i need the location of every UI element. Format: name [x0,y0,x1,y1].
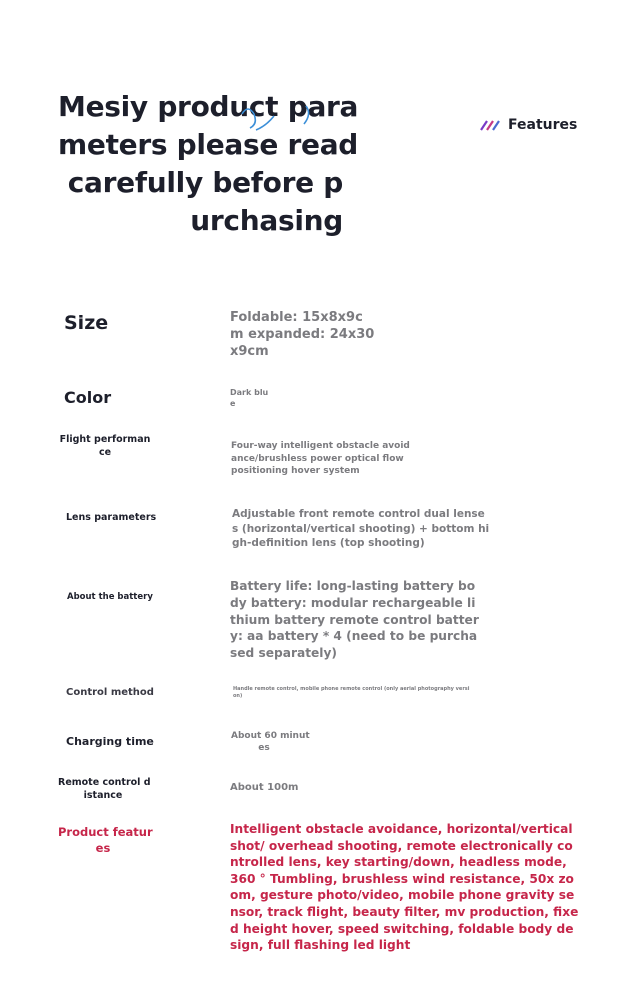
value-line: Battery life: long-lasting battery bo [230,579,476,593]
spec-value-battery [230,578,479,662]
label-line: es [95,840,111,855]
value-line: om, gesture photo/video, mobile phone gravity se [230,888,575,903]
value-line: Dark blu [230,388,269,397]
value-line: About 100m [230,782,299,793]
spec-label-product-features [58,825,153,856]
spec-value-control-method [233,686,469,700]
value-line: positioning hover system [231,466,360,476]
title-line: meters please read [58,128,359,161]
spec-label-lens-parameters: Lens parameters [66,512,157,523]
decorative-scribble [236,100,326,138]
value-line: Intelligent obstacle avoidance, horizontal/vertical [230,822,573,836]
spec-label-battery: About the battery [67,592,153,602]
spec-value-charging-time [231,730,310,754]
features-tag [480,115,577,135]
value-line: d height hover, speed switching, foldable body de [230,921,574,936]
spec-value-product-features [230,821,578,954]
label-line: Flight performan [59,434,151,445]
value-line: nsor, track flight, beauty filter, mv production, fixe [230,904,579,919]
spec-value-size [230,309,374,360]
value-line: Foldable: 15x8x9c [230,310,363,325]
value-line: sed separately) [230,646,337,661]
label-line: Remote control d [58,777,151,788]
value-line: on) [233,693,243,699]
triple-slash-icon [480,119,502,131]
value-line: ntrolled lens, key starting/down, headless mode, [230,855,567,870]
value-line: thium battery remote control batter [230,612,479,627]
features-label: Features [508,117,578,133]
spec-label-size: Size [64,312,109,334]
value-line: x9cm [230,344,269,359]
value-line: s (horizontal/vertical shooting) + bottom hi [232,522,490,535]
spec-value-lens-parameters [232,507,489,551]
label-line: Product featur [58,825,153,839]
value-line: 360 ° Tumbling, brushless wind resistance, 50x zo [230,871,574,886]
value-line: es [258,743,270,753]
label-line: istance [83,790,123,801]
value-line: Four-way intelligent obstacle avoid [231,441,410,451]
spec-value-remote-distance [230,781,298,794]
value-line: ance/brushless power optical flow [231,453,404,464]
spec-label-color: Color [64,388,112,407]
spec-label-flight-performance [58,433,152,459]
title-line: urchasing [190,204,343,237]
value-line: gh-definition lens (top shooting) [232,537,425,549]
value-line: Handle remote control, mobile phone remote control (only aerial photography versi [233,686,470,692]
value-line: y: aa battery * 4 (need to be purcha [230,629,478,644]
value-line: shot/ overhead shooting, remote electronically co [230,838,573,853]
title-line: Mesiy product para [58,90,359,123]
value-line: sign, full flashing led light [230,938,411,953]
value-line: Adjustable front remote control dual lense [232,508,485,520]
value-line: dy battery: modular rechargeable li [230,595,476,610]
spec-value-flight-performance [231,440,410,478]
spec-label-remote-distance [58,776,151,802]
label-line: ce [98,447,112,458]
title-line: carefully before p [67,166,343,199]
value-line: m expanded: 24x30 [230,327,375,342]
spec-label-charging-time: Charging time [66,735,154,748]
value-line: e [230,399,236,408]
spec-label-control-method: Control method [66,687,154,698]
spec-value-color [230,387,268,409]
value-line: About 60 minut [231,731,310,741]
